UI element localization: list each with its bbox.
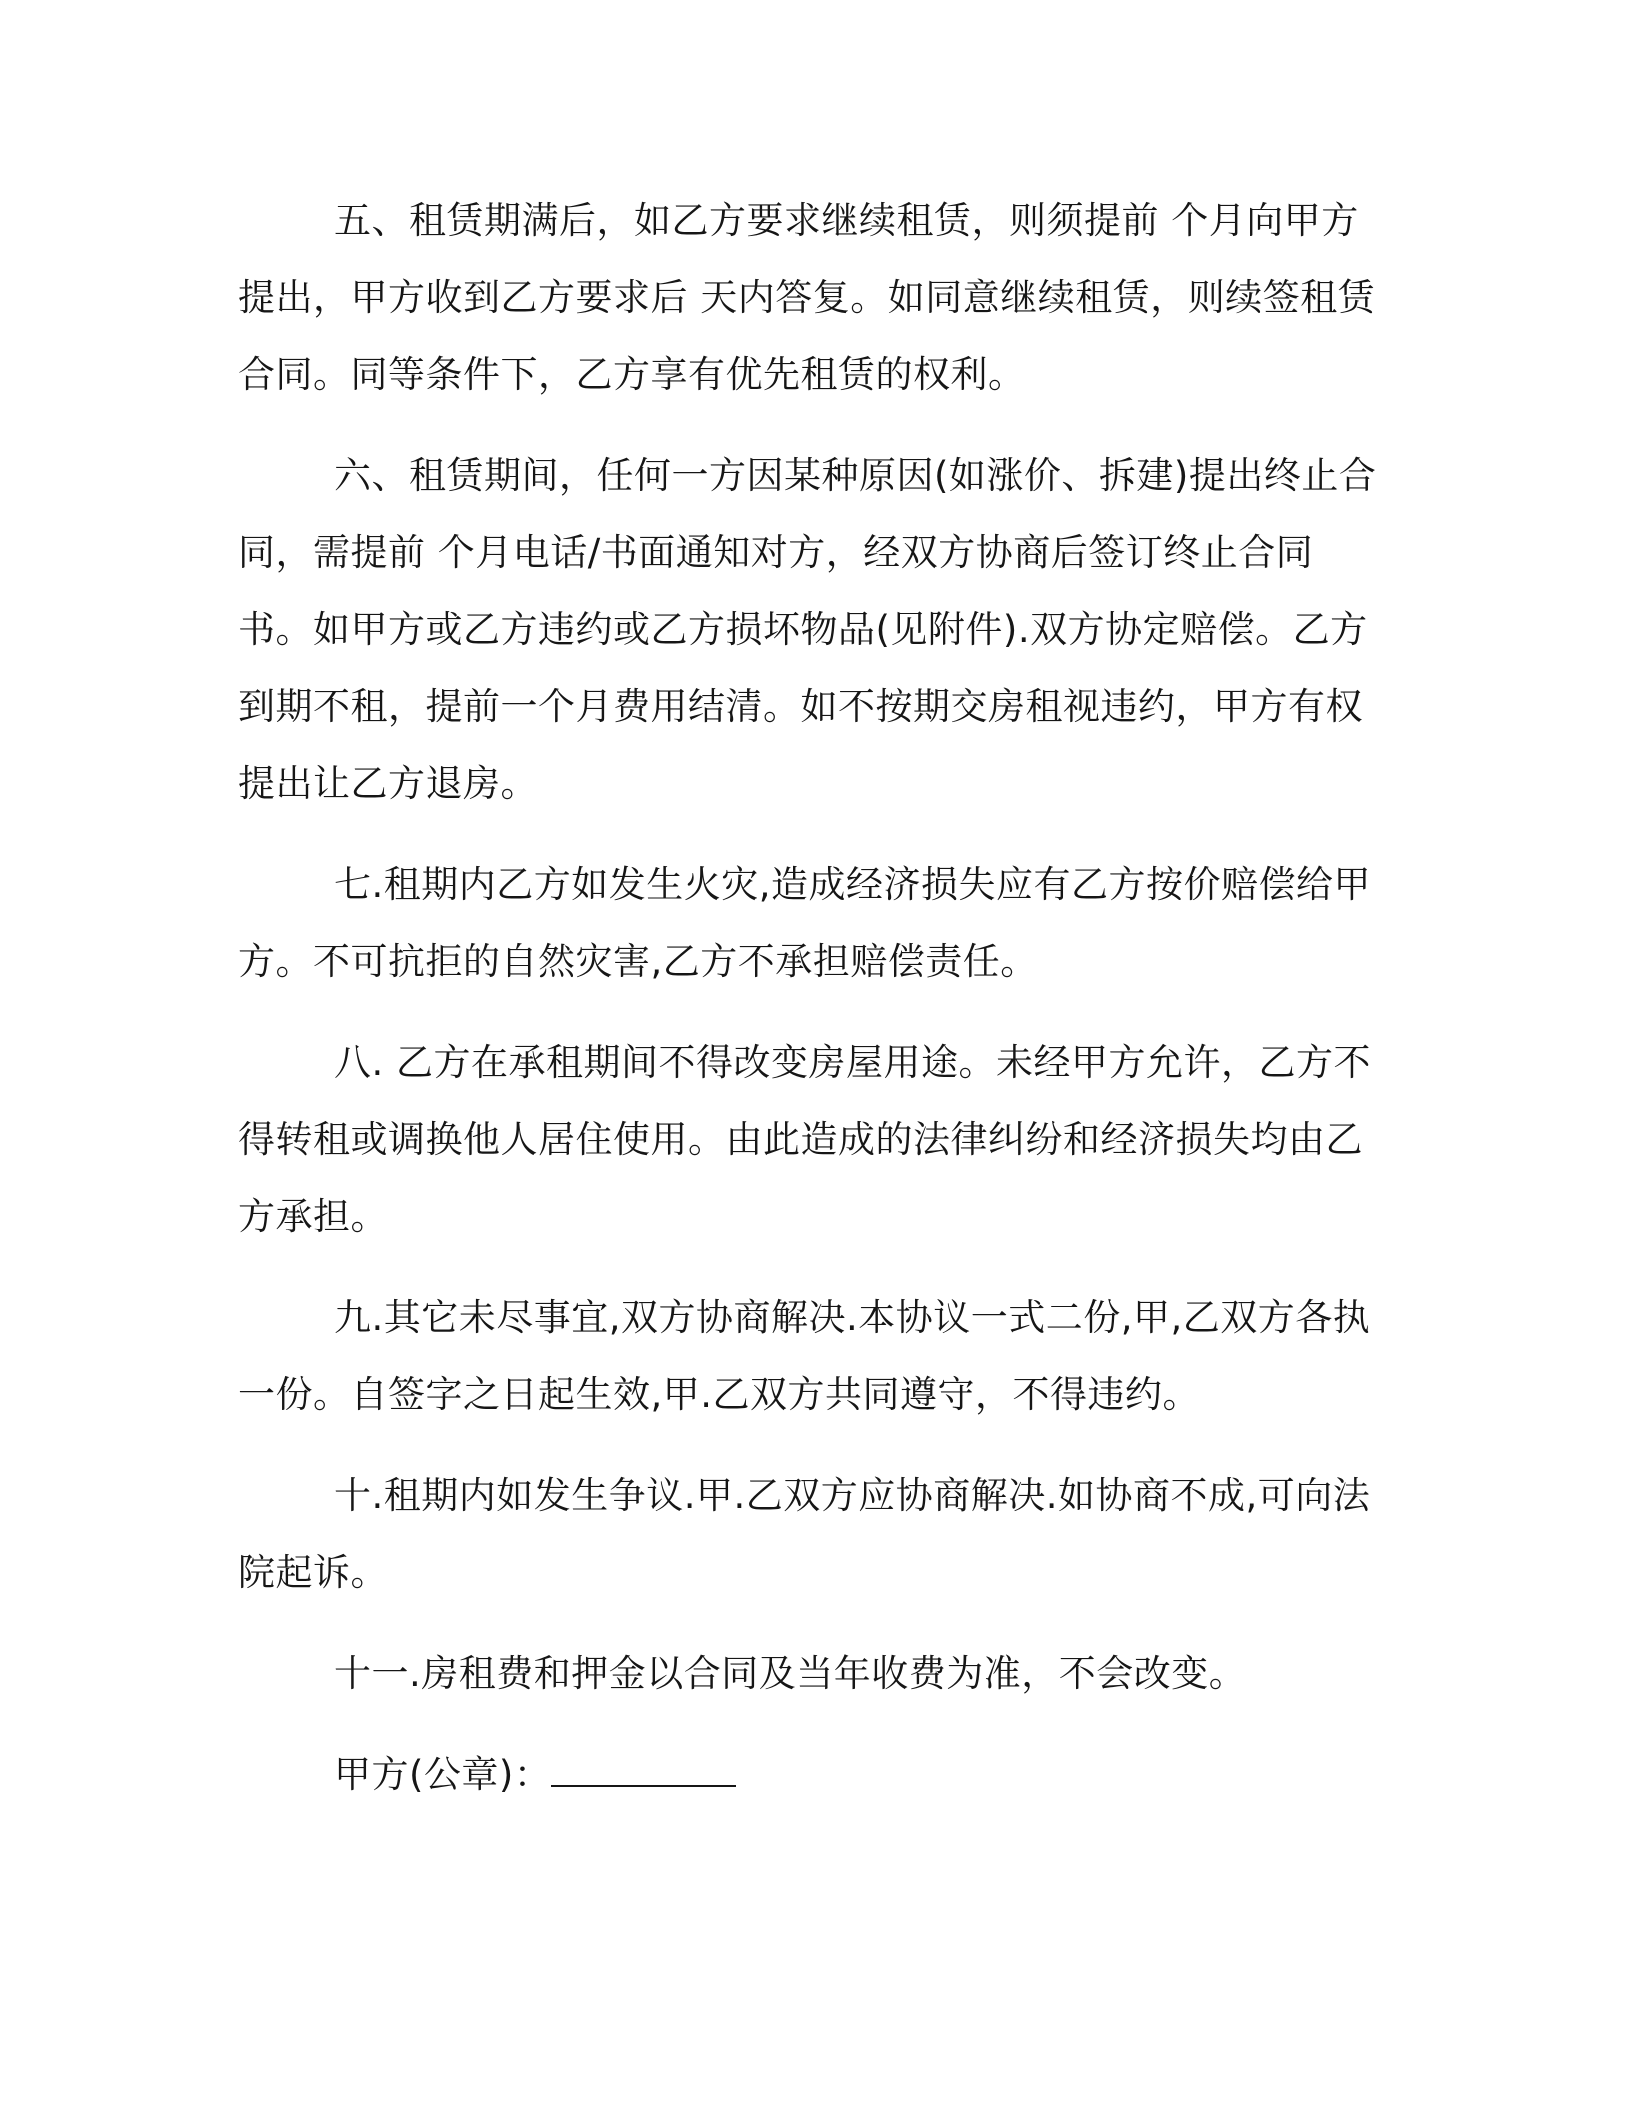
document-body xyxy=(238,182,1388,1813)
clause-11: 十一.房租费和押金以合同及当年收费为准，不会改变。 xyxy=(334,1652,1247,1695)
party-a-seal-label: 甲方(公章)： xyxy=(334,1753,552,1796)
clause-9: 九.其它未尽事宜,双方协商解决.本协议一式二份,甲,乙双方各执一份。自签字之日起生效,甲.乙双方共同遵守，不得违约。 xyxy=(238,1296,1371,1416)
clause-6: 六、租赁期间，任何一方因某种原因(如涨价、拆建)提出终止合同，需提前 个月电话/书面通知对方，经双方协商后签订终止合同书。如甲方或乙方违约或乙方损坏物品(见附件).双方协定赔偿。乙方到期不租，提前一个月费用结清。如不按期交房租视违约，甲方有权提出让乙方退房。 xyxy=(238,454,1377,805)
clause-8: 八. 乙方在承租期间不得改变房屋用途。未经甲方允许，乙方不得转租或调换他人居住使用。由此造成的法律纠纷和经济损失均由乙方承担。 xyxy=(238,1041,1372,1238)
party-a-signature-line xyxy=(238,1736,1388,1813)
signature-blank xyxy=(551,1755,736,1787)
clause-5: 五、租赁期满后，如乙方要求继续租赁，则须提前 个月向甲方提出，甲方收到乙方要求后 天内答复。如同意继续租赁，则续签租赁合同。同等条件下，乙方享有优先租赁的权利。 xyxy=(238,199,1376,396)
clause-10: 十.租期内如发生争议.甲.乙双方应协商解决.如协商不成,可向法院起诉。 xyxy=(238,1474,1371,1594)
clause-7: 七.租期内乙方如发生火灾,造成经济损失应有乙方按价赔偿给甲方。不可抗拒的自然灾害,乙方不承担赔偿责任。 xyxy=(238,863,1372,983)
